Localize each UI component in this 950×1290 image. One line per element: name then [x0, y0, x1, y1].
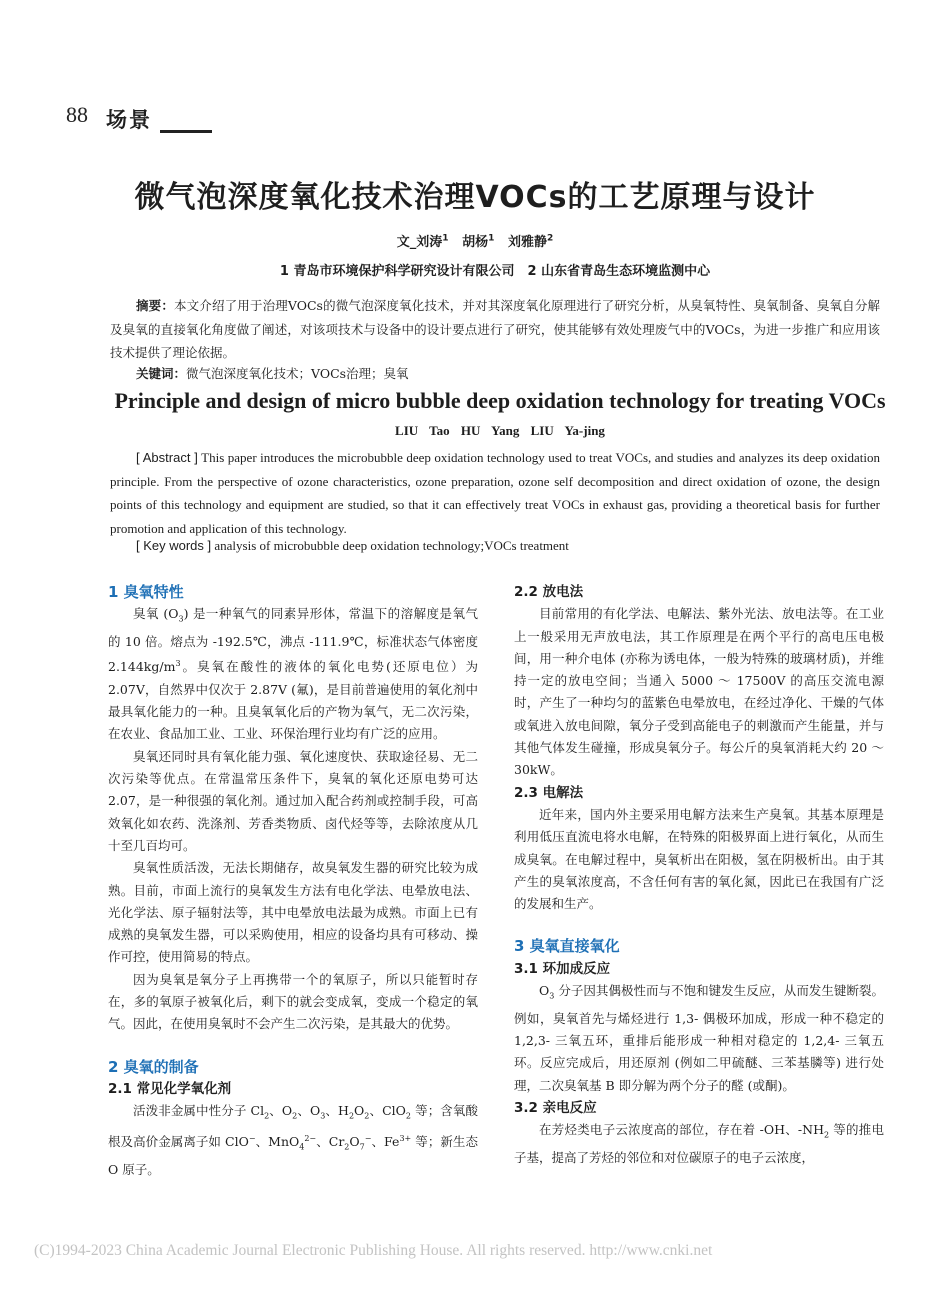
paragraph: 近年来，国内外主要采用电解方法来生产臭氧。其基本原理是利用低压直流电将水电解，在特殊的阳极界面上进行氧化，从而生成臭氧。在电解过程中，臭氧析出在阳极，氢在阴极析出。由于其产生的臭氧浓度高，不含任何有害的氧化氮，因此已在我国有广泛的发展和生产。	[514, 806, 884, 912]
heading-2-3: 2.3 电解法	[514, 784, 584, 801]
keywords-en	[136, 538, 569, 554]
abstract-en-label: [ Abstract ]	[136, 450, 198, 465]
article-title-en: Principle and design of micro bubble deep oxidation technology for treating VOCs	[114, 388, 886, 413]
author-1: 刘涛	[416, 235, 443, 250]
author-1-affil: 1	[442, 233, 449, 244]
author-3-affil: 2	[546, 233, 554, 244]
abstract-cn	[110, 294, 880, 365]
authors	[0, 231, 950, 250]
abstract-en	[110, 446, 880, 540]
keywords-cn-label: 关键词：	[136, 366, 187, 381]
paragraph: 目前常用的有化学法、电解法、紫外光法、放电法等。在工业上一般采用无声放电法，其工作原理是在两个平行的高电压电极间，用一种介电体 (亦称为诱电体，一般为特殊的玻璃材质)，并维持一定的放电空间；当通入 5000 ～ 17500V 的高压交流电源时，产生了一种均匀的蓝紫色电晕放电，在经过净化、干燥的气体或氧进入放电间隙，氧分子受到高能电子的刺激而产生能量，并与其他气体发生碰撞，形成臭氧分子。每公斤的臭氧消耗大约 20 ～ 30kW。	[514, 606, 884, 778]
paragraph: 臭氧还同时具有氧化能力强、氧化速度快、获取途径易、无二次污染等优点。在常温常压条件下，臭氧的氧化还原电势可达 2.07，是一种很强的氧化剂。通过加入配合药剂或控制手段，可高效氧化如农药、洗涤剂、芳香类物质、卤代烃等等，去除浓度从几十至几百均可。	[108, 748, 478, 853]
abstract-en-text: This paper introduces the microbubble deep oxidation technology used to treat VOCs, and studies and analyzes its deep oxidation principle. From the perspective of ozone characteristics, ozone preparation, ozone self decomposition and direct oxidation of ozone, the design points of this technology and equipment are studied, so that it can effectively treat VOCs in exhaust gas, providing a theoretical basis for further promotion and application of this technology.	[110, 450, 881, 536]
author-prefix: 文_	[396, 235, 417, 250]
heading-1: 1 臭氧特性	[108, 583, 184, 601]
heading-2: 2 臭氧的制备	[108, 1057, 199, 1076]
abstract-cn-label: 摘要：	[136, 298, 174, 313]
author-3: 刘雅静	[507, 235, 547, 250]
page-number: 88	[66, 102, 88, 127]
paragraph: 活泼非金属中性分子 $Cl_2$、$O_2$、$O_3$、$H_2O_2$、ClO$_2$ 等；含氧酸根及高价金属离子如 ClO−、MnO$_4^{2-}$、$Cr_2O_7^-$、$Fe^{3+}$ 等；新生态 O 原子。	[108, 1103, 479, 1177]
heading-3-1: 3.1 环加成反应	[514, 960, 611, 977]
keywords-cn-text: 微气泡深度氧化技术；VOCs治理；臭氧	[186, 366, 409, 381]
author-2: 胡杨	[462, 235, 489, 250]
keywords-cn	[136, 364, 409, 382]
author-2-affil: 1	[488, 233, 495, 244]
paragraph: 臭氧 $(O_3)$ 是一种氧气的同素异形体，常温下的溶解度是氧气的 10 倍。熔点为 -192.5℃，沸点 -111.9℃，标准状态气体密度 $2.144kg/m^3$。臭氧在酸性的液体的氧化电势(还原电位）为 2.07V，自然界中仅次于 2.87V (氟)，是目前普遍使用的氧化剂中最具氧化能力的一种。且臭氧氧化后的产物为氧气，无二次污染，在农业、食品加工业、工业、环保治理行业均有广泛的应用。	[108, 606, 478, 742]
section-tag: 场景	[106, 108, 152, 132]
heading-2-1: 2.1 常见化学氧化剂	[108, 1080, 232, 1097]
paragraph: $O_3$ 分子因其偶极性而与不饱和键发生反应，从而发生键断裂。例如，臭氧首先与烯烃进行 1,3- 偶极环加成，形成一种不稳定的 1,2,3- 三氧五环，重排后能形成一种相对稳定的 1,2,4- 三氧五环。反应完成后，用还原剂 (例如二甲硫醚、三苯基膦等) 进行处理，二次臭氧基 B 即分解为两个分子的醛 (或酮)。	[514, 983, 884, 1093]
heading-2-2: 2.2 放电法	[514, 584, 584, 600]
left-column	[108, 581, 478, 1181]
paragraph: 在芳烃类电子云浓度高的部位，存在着 -OH、$-NH_2$ 等的推电子基，提高了芳烃的邻位和对位碳原子的电子云浓度，	[514, 1122, 884, 1166]
keywords-en-text: analysis of microbubble deep oxidation technology;VOCs treatment	[214, 538, 569, 553]
header-rule	[160, 130, 212, 133]
abstract-cn-text: 本文介绍了用于治理VOCs的微气泡深度氧化技术，并对其深度氧化原理进行了研究分析，从臭氧特性、臭氧制备、臭氧自分解及臭氧的直接氧化角度做了阐述，对该项技术与设备中的设计要点进行了研究，使其能够有效处理废气中的VOCs，为进一步推广和应用该技术提供了理论依据。	[110, 298, 880, 360]
heading-3-2: 3.2 亲电反应	[514, 1100, 597, 1117]
authors-en: LIU Tao HU Yang LIU Ya-jing	[395, 423, 605, 438]
affiliations: 1 青岛市环境保护科学研究设计有限公司 2 山东省青岛生态环境监测中心	[279, 264, 711, 279]
copyright-footer: (C)1994-2023 China Academic Journal Electronic Publishing House. All rights reserved. http://www.cnki.net	[34, 1242, 713, 1259]
right-column	[514, 581, 884, 1169]
paragraph: 臭氧性质活泼，无法长期储存，故臭氧发生器的研究比较为成熟。目前，市面上流行的臭氧发生方法有电化学法、电晕放电法、光化学法、原子辐射法等，其中电晕放电法最为成熟。市面上已有成熟的臭氧发生器，可以采购使用，相应的设备均具有可移动、操作可控，使用简易的特点。	[108, 860, 478, 965]
article-title: 微气泡深度氧化技术治理VOCs的工艺原理与设计	[134, 180, 816, 215]
heading-3: 3 臭氧直接氧化	[514, 937, 620, 956]
keywords-en-label: [ Key words ]	[136, 538, 212, 553]
paragraph: 因为臭氧是氧分子上再携带一个的氧原子，所以只能暂时存在，多的氧原子被氧化后，剩下的就会变成氧，变成一个稳定的氧气。因此，在使用臭氧时不会产生二次污染，是其最大的优势。	[108, 971, 478, 1032]
